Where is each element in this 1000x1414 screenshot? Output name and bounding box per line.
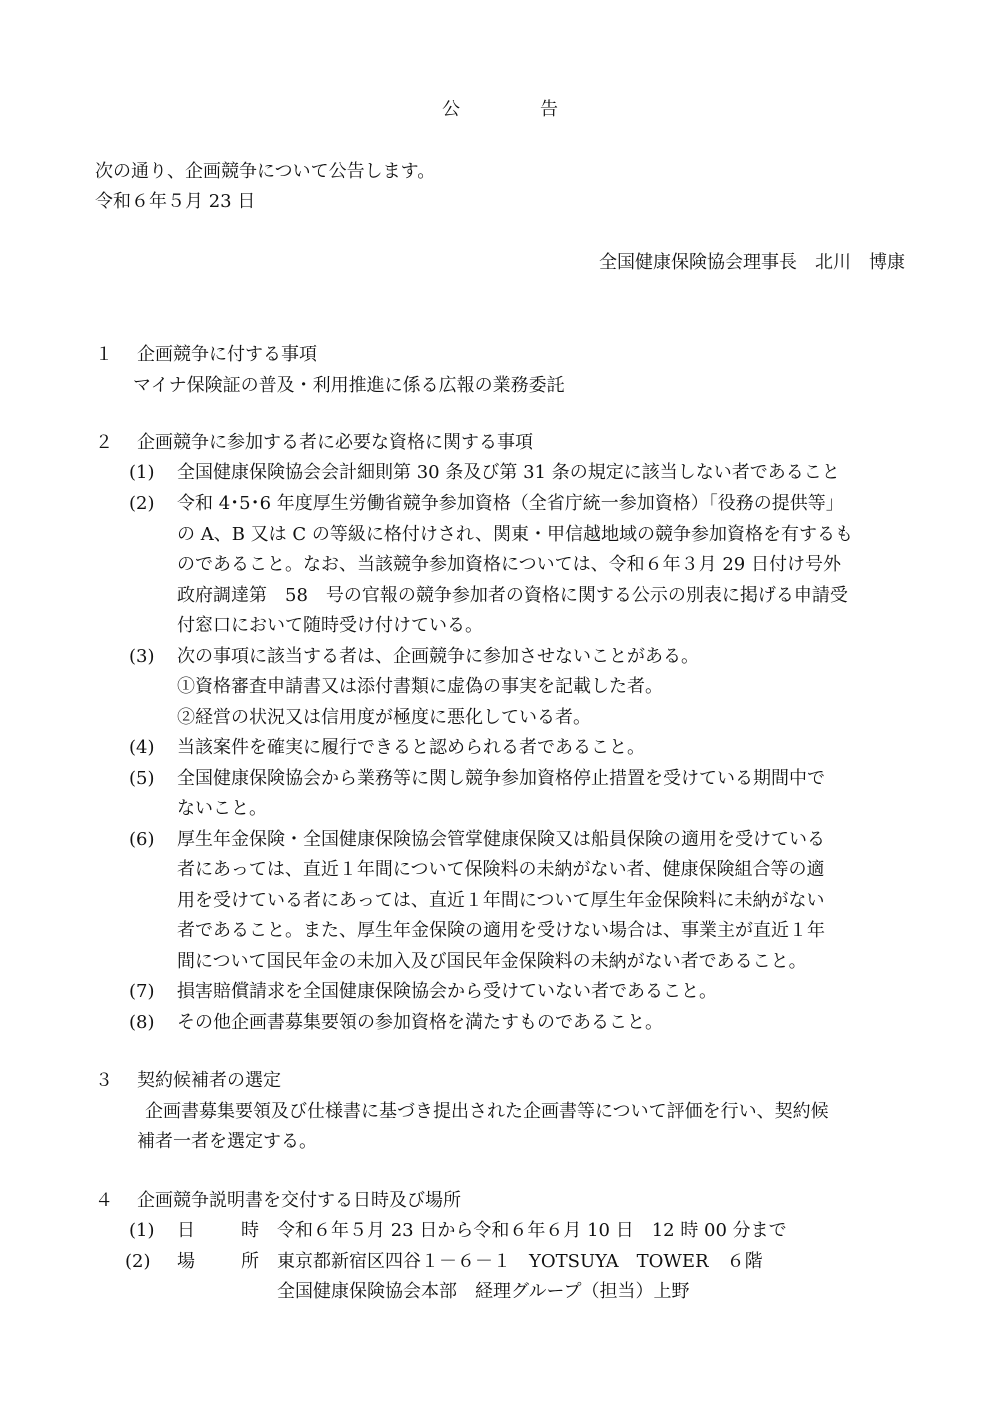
section-2-heading: 企画競争に参加する者に必要な資格に関する事項: [137, 432, 533, 453]
section-1-body: マイナ保険証の普及・利用推進に係る広報の業務委託: [133, 375, 565, 396]
section-3-heading: 契約候補者の選定: [137, 1070, 281, 1091]
item-2-2-line: の A、B 又は C の等級に格付けされ、関東・甲信越地域の競争参加資格を有するも: [177, 524, 853, 545]
item-2-3-number: (3): [129, 646, 155, 667]
item-2-6-line: 者にあっては、直近１年間について保険料の未納がない者、健康保険組合等の適: [177, 859, 825, 880]
item-2-2-line: 付窓口において随時受け付けている。: [177, 615, 483, 636]
section-4-number: ４: [95, 1190, 113, 1211]
item-4-1-label-a: 日: [177, 1220, 195, 1241]
item-2-5-line: ないこと。: [177, 798, 267, 819]
item-2-8-line: その他企画書募集要領の参加資格を満たすものであること。: [177, 1012, 663, 1033]
item-2-2-number: (2): [129, 493, 155, 514]
item-2-2-line: 政府調達第 58 号の官報の競争参加者の資格に関する公示の別表に掲げる申請受: [177, 585, 848, 606]
item-2-4-number: (4): [129, 737, 155, 758]
item-4-2-number: (2): [125, 1251, 151, 1272]
item-2-5-line: 全国健康保険協会から業務等に関し競争参加資格停止措置を受けている期間中で: [177, 768, 825, 789]
section-4-heading: 企画競争説明書を交付する日時及び場所: [137, 1190, 461, 1211]
section-3-number: ３: [95, 1070, 113, 1091]
item-2-1-line: 全国健康保険協会会計細則第 30 条及び第 31 条の規定に該当しない者であること: [177, 462, 840, 483]
item-4-1-label-b: 時: [241, 1220, 259, 1241]
item-2-4-line: 当該案件を確実に履行できると認められる者であること。: [177, 737, 645, 758]
item-2-5-number: (5): [129, 768, 155, 789]
item-4-1-value: 令和６年５月 23 日から令和６年６月 10 日 12 時 00 分まで: [277, 1220, 787, 1241]
item-4-2-label-a: 場: [177, 1251, 195, 1272]
item-2-3-sub: ①資格審査申請書又は添付書類に虚偽の事実を記載した者。: [177, 676, 663, 697]
section-3-line: 企画書募集要領及び仕様書に基づき提出された企画書等について評価を行い、契約候: [145, 1101, 829, 1122]
section-3-line: 補者一者を選定する。: [137, 1131, 317, 1152]
item-4-2-value-2: 全国健康保険協会本部 経理グループ（担当）上野: [277, 1281, 690, 1302]
item-2-6-number: (6): [129, 829, 155, 850]
notice-date: 令和６年５月 23 日: [95, 191, 256, 212]
title-char-2: 告: [540, 99, 558, 120]
issuer-name: 全国健康保険協会理事長 北川 博康: [599, 252, 905, 273]
item-2-7-line: 損害賠償請求を全国健康保険協会から受けていない者であること。: [177, 981, 717, 1002]
item-4-1-number: (1): [129, 1220, 155, 1241]
item-2-7-number: (7): [129, 981, 155, 1002]
title-char-1: 公: [442, 99, 460, 120]
item-2-3-line: 次の事項に該当する者は、企画競争に参加させないことがある。: [177, 646, 699, 667]
item-2-6-line: 者であること。また、厚生年金保険の適用を受けない場合は、事業主が直近１年: [177, 920, 825, 941]
item-2-6-line: 間について国民年金の未加入及び国民年金保険料の未納がない者であること。: [177, 951, 807, 972]
section-2-number: ２: [95, 432, 113, 453]
item-2-2-line: のであること。なお、当該競争参加資格については、令和６年３月 29 日付け号外: [177, 554, 841, 575]
item-2-3-sub: ②経営の状況又は信用度が極度に悪化している者。: [177, 707, 591, 728]
section-1-heading: 企画競争に付する事項: [137, 344, 317, 365]
page-title: [0, 95, 1000, 125]
intro-text: 次の通り、企画競争について公告します。: [95, 161, 436, 182]
item-2-6-line: 厚生年金保険・全国健康保険協会管掌健康保険又は船員保険の適用を受けている: [177, 829, 825, 850]
item-4-2-value: 東京都新宿区四谷１－６－１ YOTSUYA TOWER ６階: [277, 1251, 763, 1272]
item-2-6-line: 用を受けている者にあっては、直近１年間について厚生年金保険料に未納がない: [177, 890, 825, 911]
section-1-number: １: [95, 344, 113, 365]
item-2-8-number: (8): [129, 1012, 155, 1033]
item-4-2-label-b: 所: [241, 1251, 259, 1272]
item-2-2-line: 令和 4･5･6 年度厚生労働省競争参加資格（全省庁統一参加資格）「役務の提供等」: [177, 493, 844, 514]
item-2-1-number: (1): [129, 462, 155, 483]
